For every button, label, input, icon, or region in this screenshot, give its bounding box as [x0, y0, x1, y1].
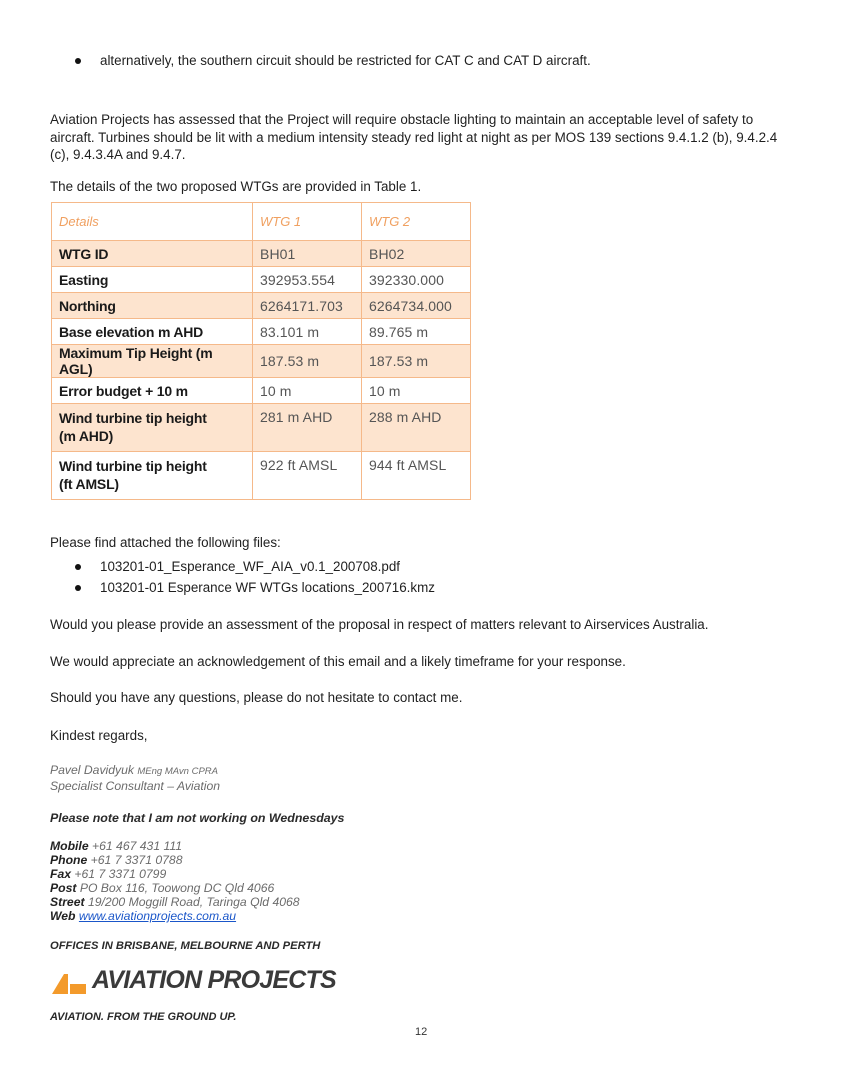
wtg1-value: 10 m: [253, 378, 362, 404]
wtg-details-table: [51, 202, 471, 500]
contact-phone: [50, 853, 182, 867]
row-label: Northing: [52, 293, 253, 319]
wtg2-value: BH02: [362, 241, 471, 267]
table-row: [52, 293, 471, 319]
contact-label: Mobile: [50, 839, 89, 853]
table-row: [52, 241, 471, 267]
wtg1-value: 922 ft AMSL: [253, 452, 362, 500]
table-row: [52, 452, 471, 500]
row-label: [52, 452, 253, 500]
bullet-icon: [75, 564, 81, 570]
wtg2-value: 187.53 m: [362, 345, 471, 378]
table-row: [52, 319, 471, 345]
page-number: 12: [415, 1026, 428, 1038]
contact-value: +61 467 431 111: [91, 839, 183, 853]
contact-web: [50, 909, 236, 923]
wtg1-value: 281 m AHD: [253, 404, 362, 452]
contact-label: Post: [50, 881, 77, 895]
header-details: Details: [52, 203, 253, 241]
wtg1-value: 392953.554: [253, 267, 362, 293]
row-label: [52, 404, 253, 452]
table-row: [52, 404, 471, 452]
row-label-line: Wind turbine tip height: [59, 410, 207, 426]
signature-role: Specialist Consultant – Aviation: [50, 779, 221, 793]
contact-fax: [50, 867, 166, 881]
row-label: Error budget + 10 m: [52, 378, 253, 404]
attachment-item[interactable]: 103201-01 Esperance WF WTGs locations_200716.kmz: [100, 580, 435, 595]
table-header-row: [52, 203, 471, 241]
table-row: [52, 345, 471, 378]
row-label-line: (ft AMSL): [59, 476, 119, 492]
questions-paragraph: Should you have any questions, please do not hesitate to contact me.: [50, 690, 463, 705]
assessment-request-paragraph: Would you please provide an assessment of the proposal in respect of matters relevant to Airservices Australia.: [50, 617, 709, 632]
working-days-notice: Please note that I am not working on Wednesdays: [50, 811, 345, 825]
attachments-intro: Please find attached the following files:: [50, 535, 281, 550]
attachment-item[interactable]: 103201-01_Esperance_WF_AIA_v0.1_200708.pdf: [100, 559, 401, 574]
bullet-icon: [75, 58, 81, 64]
logo-text: AVIATION PROJECTS: [92, 966, 336, 994]
contact-label: Web: [50, 909, 76, 923]
contact-label: Street: [50, 895, 85, 909]
wtg2-value: 10 m: [362, 378, 471, 404]
table-row: [52, 378, 471, 404]
wtg1-value: 187.53 m: [253, 345, 362, 378]
wtg2-value: 944 ft AMSL: [362, 452, 471, 500]
tagline: AVIATION. FROM THE GROUND UP.: [50, 1011, 237, 1023]
lighting-paragraph: Aviation Projects has assessed that the Project will require obstacle lighting to maintain an acceptable level of safety to aircraft. Turbines should be lit with a medium intensity steady red light at night as per MOS 139 sections 9.4.1.2 (b), 9.4.2.4 (c), 9.4.3.4A and 9.4.7.: [50, 112, 778, 163]
contact-value: +61 7 3371 0799: [74, 867, 167, 881]
signature-credentials: MEng MAvn CPRA: [137, 766, 218, 777]
row-label: WTG ID: [52, 241, 253, 267]
closing-line: Kindest regards,: [50, 728, 148, 743]
contact-value: 19/200 Moggill Road, Taringa Qld 4068: [87, 895, 300, 909]
contact-value: +61 7 3371 0788: [90, 853, 183, 867]
signature-name: Pavel Davidyuk: [50, 763, 134, 777]
wtg1-value: BH01: [253, 241, 362, 267]
wtg2-value: 6264734.000: [362, 293, 471, 319]
wtg2-value: 288 m AHD: [362, 404, 471, 452]
row-label-line: Wind turbine tip height: [59, 458, 207, 474]
contact-value: PO Box 116, Toowong DC Qld 4066: [79, 881, 275, 895]
row-label: Easting: [52, 267, 253, 293]
contact-label: Phone: [50, 853, 88, 867]
contact-street: [50, 895, 300, 909]
contact-post: [50, 881, 274, 895]
acknowledgement-paragraph: We would appreciate an acknowledgement of this email and a likely timeframe for your response.: [50, 654, 626, 669]
aviation-projects-logo: [52, 968, 352, 1000]
row-label-line: (m AHD): [59, 428, 114, 444]
wtg2-value: 392330.000: [362, 267, 471, 293]
row-label: Maximum Tip Height (m AGL): [52, 345, 253, 378]
bullet-icon: [75, 585, 81, 591]
contact-mobile: [50, 839, 182, 853]
offices-line: OFFICES IN BRISBANE, MELBOURNE AND PERTH: [50, 940, 321, 952]
wtg1-value: 83.101 m: [253, 319, 362, 345]
table-intro-paragraph: The details of the two proposed WTGs are provided in Table 1.: [50, 179, 422, 194]
wtg2-value: 89.765 m: [362, 319, 471, 345]
website-link[interactable]: www.aviationprojects.com.au: [78, 909, 237, 923]
logo-mark-icon: [52, 970, 88, 998]
wtg1-value: 6264171.703: [253, 293, 362, 319]
header-wtg2: WTG 2: [362, 203, 471, 241]
restriction-bullet-text: alternatively, the southern circuit should be restricted for CAT C and CAT D aircraft.: [100, 53, 591, 68]
contact-label: Fax: [50, 867, 72, 881]
table-row: [52, 267, 471, 293]
signature-name-line: [50, 763, 218, 777]
header-wtg1: WTG 1: [253, 203, 362, 241]
row-label: Base elevation m AHD: [52, 319, 253, 345]
